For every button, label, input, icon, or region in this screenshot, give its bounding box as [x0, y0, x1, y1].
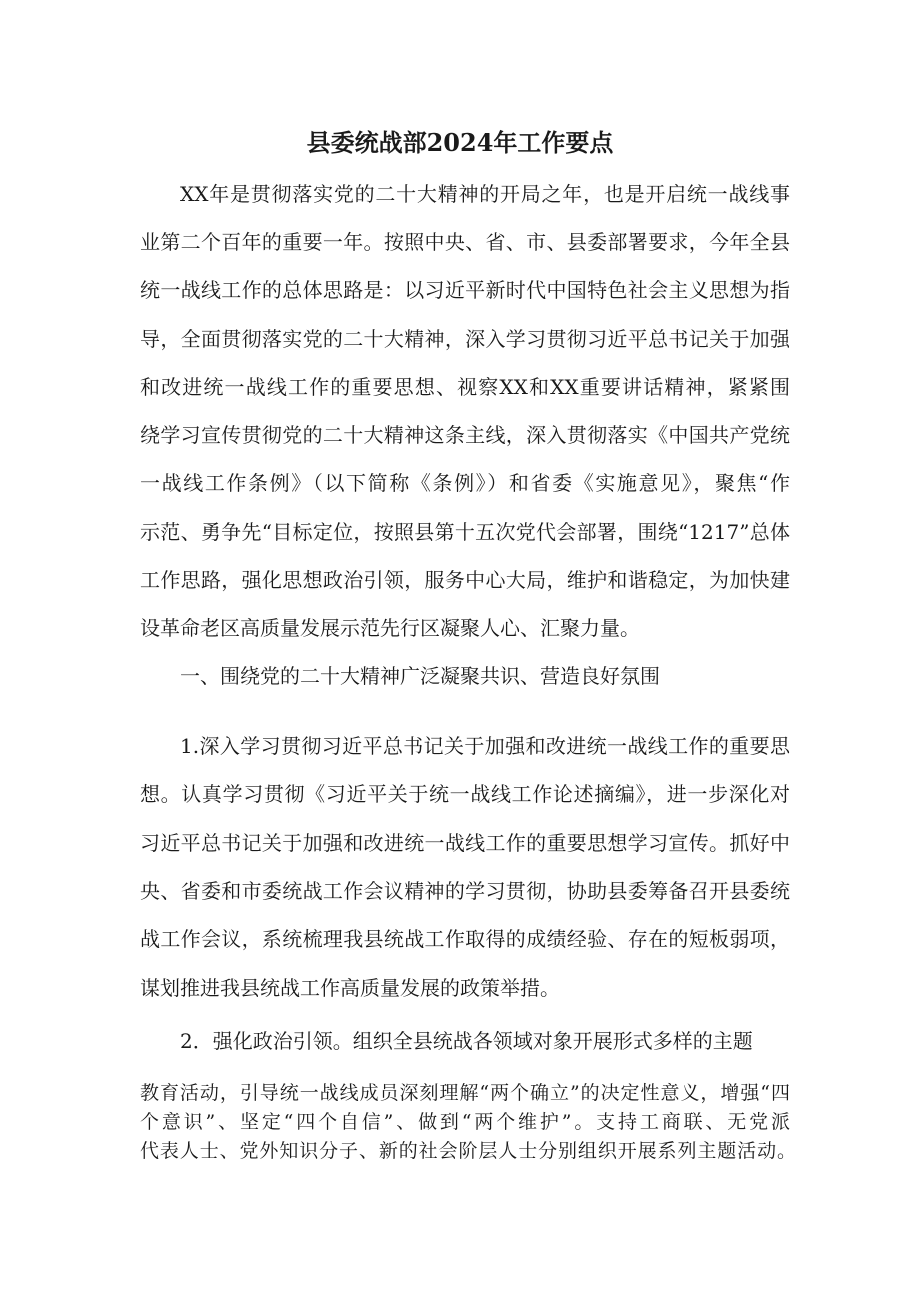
- intro-line: XX年是贯彻落实党的二十大精神的开局之年，也是开启统一战线事: [180, 182, 790, 206]
- item1-line: 想。认真学习贯彻《习近平关于统一战线工作论述摘编》，进一步深化对: [140, 782, 790, 806]
- intro-line: 示范、勇争先“目标定位，按照县第十五次党代会部署，围绕“1217”总体: [140, 520, 790, 544]
- document-title: 县委统战部2024年工作要点: [306, 128, 614, 157]
- intro-line: 绕学习宣传贯彻党的二十大精神这条主线，深入贯彻落实《中国共产党统: [140, 423, 790, 447]
- item2-line: 个意识”、坚定“四个自信”、做到“两个维护”。支持工商联、无党派: [140, 1111, 790, 1133]
- intro-line: 工作思路，强化思想政治引领，服务中心大局，维护和谐稳定，为加快建: [140, 568, 790, 592]
- item1-line: 战工作会议，系统梳理我县统战工作取得的成绩经验、存在的短板弱项，: [140, 927, 790, 951]
- intro-line: 业第二个百年的重要一年。按照中央、省、市、县委部署要求，今年全县: [140, 230, 790, 254]
- item2-line: 代表人士、党外知识分子、新的社会阶层人士分别组织开展系列主题活动。: [140, 1140, 796, 1162]
- item1-line: 1.深入学习贯彻习近平总书记关于加强和改进统一战线工作的重要思: [180, 734, 790, 758]
- intro-line: 一战线工作条例》（以下简称《条例》）和省委《实施意见》，聚焦“作: [140, 471, 790, 495]
- item2-line: 2．强化政治引领。组织全县统战各领域对象开展形式多样的主题: [180, 1029, 753, 1053]
- intro-line: 和改进统一战线工作的重要思想、视察XX和XX重要讲话精神，紧紧围: [140, 375, 790, 399]
- section-heading: 一、围绕党的二十大精神广泛凝聚共识、营造良好氛围: [180, 664, 660, 688]
- intro-line: 统一战线工作的总体思路是：以习近平新时代中国特色社会主义思想为指: [140, 278, 790, 302]
- item1-line: 谋划推进我县统战工作高质量发展的政策举措。: [140, 976, 560, 1000]
- item2-line: 教育活动，引导统一战线成员深刻理解“两个确立”的决定性意义，增强“四: [140, 1082, 790, 1104]
- intro-line: 设革命老区高质量发展示范先行区凝聚人心、汇聚力量。: [140, 616, 640, 640]
- intro-line: 导，全面贯彻落实党的二十大精神，深入学习贯彻习近平总书记关于加强: [140, 327, 790, 351]
- item1-line: 央、省委和市委统战工作会议精神的学习贯彻，协助县委筹备召开县委统: [140, 879, 790, 903]
- item1-line: 习近平总书记关于加强和改进统一战线工作的重要思想学习宣传。抓好中: [140, 831, 790, 855]
